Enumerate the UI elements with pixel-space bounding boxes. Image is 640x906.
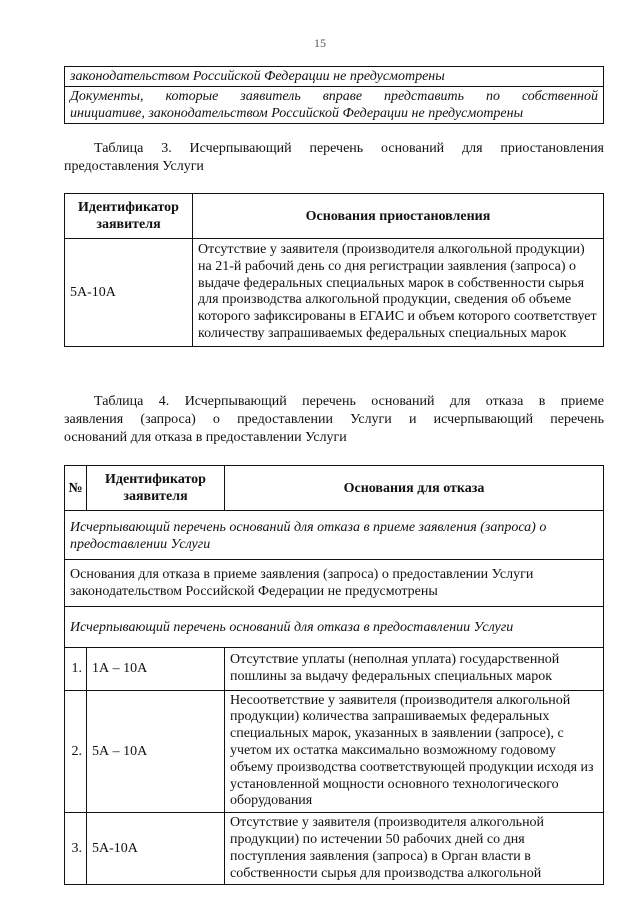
reason-cell: Отсутствие у заявителя (производителя алкогольной продукции) на 21-й рабочий день со дня регистрации заявления (запроса) о выдаче федеральных специальных марок в собственности сырья для производства алкогольной продукции, сведения об объеме которого зафиксированы в ЕГАИС и объем которого соответствует количеству запрашиваемых федеральных специальных марок — [193, 239, 604, 347]
caption-line: Таблица 3. Исчерпывающий перечень оснований для приостановления — [94, 141, 604, 156]
reason-cell: Отсутствие у заявителя (производителя алкогольной продукции) по истечении 50 рабочих дней со дня поступления заявления (запроса) в Орган власти в собственности сырья для производства алкогольной — [225, 813, 604, 885]
column-header-reasons: Основания приостановления — [193, 194, 604, 239]
column-header-applicant-id: Идентификатор заявителя — [65, 194, 193, 239]
row-number: 1. — [65, 648, 87, 691]
table-cell — [65, 87, 604, 124]
applicant-id-cell: 1А – 10А — [87, 648, 225, 691]
reason-cell: Отсутствие уплаты (неполная уплата) государственной пошлины за выдачу федеральных специальных марок — [225, 648, 604, 691]
table-row — [65, 87, 604, 124]
table4-caption — [64, 393, 604, 447]
applicant-id-cell: 5А-10А — [87, 813, 225, 885]
table-header-row — [65, 194, 604, 239]
section-text: Основания для отказа в приеме заявления (запроса) о предоставлении Услуги законодательством Российской Федерации не предусмотрены — [65, 560, 604, 607]
table3-caption — [64, 140, 604, 176]
column-header-applicant-id: Идентификатор заявителя — [87, 466, 225, 511]
row-number: 3. — [65, 813, 87, 885]
row-number: 2. — [65, 690, 87, 813]
cell-line: инициативе, законодательством Российской Федерации не предусмотрены — [70, 106, 524, 121]
table-row — [65, 648, 604, 691]
column-header-reasons: Основания для отказа — [225, 466, 604, 511]
caption-line: предоставления Услуги — [64, 159, 204, 174]
table4-refusal-reasons — [64, 465, 604, 885]
documents-table-continuation — [64, 66, 604, 124]
table-row — [65, 239, 604, 347]
table-row — [65, 813, 604, 885]
section-title: Исчерпывающий перечень оснований для отказа в предоставлении Услуги — [65, 607, 604, 648]
reason-cell: Несоответствие у заявителя (производителя алкогольной продукции) количества запрашиваемых федеральных специальных марок, указанных в заявлении (запросе), с учетом их остатка максимально возможному годовому объему производства соответствующей продукции исходя из установленной мощности основного технологического оборудования — [225, 690, 604, 813]
applicant-id-cell: 5А – 10А — [87, 690, 225, 813]
section-row — [65, 560, 604, 607]
caption-line: Таблица 4. Исчерпывающий перечень оснований для отказа в приеме — [94, 394, 604, 409]
section-title: Исчерпывающий перечень оснований для отказа в приеме заявления (запроса) о предоставлении Услуги — [65, 511, 604, 560]
cell-line: Документы, которые заявитель вправе представить по собственной — [70, 89, 598, 104]
table-header-row — [65, 466, 604, 511]
table-cell: законодательством Российской Федерации не предусмотрены — [65, 67, 604, 87]
table-row — [65, 690, 604, 813]
caption-line: заявления (запроса) о предоставлении Услуги и исчерпывающий перечень — [64, 412, 604, 427]
table3-suspension-reasons — [64, 193, 604, 347]
table-row — [65, 67, 604, 87]
caption-line: оснований для отказа в предоставлении Услуги — [64, 430, 347, 445]
section-row — [65, 607, 604, 648]
section-row — [65, 511, 604, 560]
page-number: 15 — [314, 36, 326, 50]
applicant-id-cell: 5А-10А — [65, 239, 193, 347]
column-header-num: № — [65, 466, 87, 511]
